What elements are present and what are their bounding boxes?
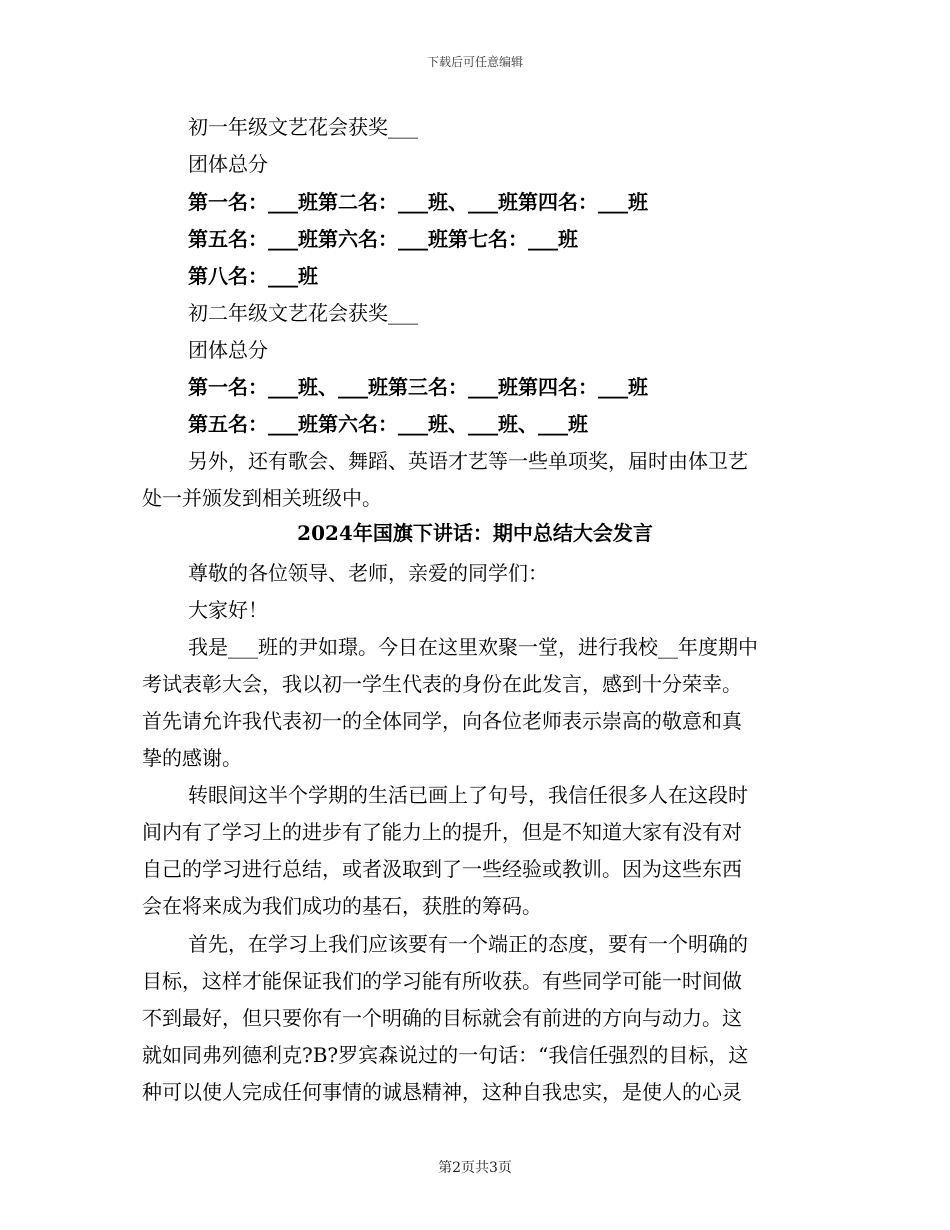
paragraph-line: 自己的学习进行总结，或者汲取到了一些经验或教训。因为这些东西 bbox=[142, 857, 742, 881]
team-total-label: 团体总分 bbox=[188, 152, 268, 176]
speech-title: 2024年国旗下讲话：期中总结大会发言 bbox=[297, 521, 653, 545]
page-number: 第2页共3页 bbox=[438, 1160, 512, 1176]
paragraph-line: 首先，在学习上我们应该要有一个端正的态度，要有一个明确的 bbox=[188, 932, 748, 956]
greeting: 大家好！ bbox=[188, 598, 268, 622]
paragraph-line: 目标，这样才能保证我们的学习能有所收获。有些同学可能一时间做 bbox=[142, 969, 742, 993]
paragraph-line: 处一并颁发到相关班级中。 bbox=[142, 486, 382, 510]
team-total-label: 团体总分 bbox=[188, 338, 268, 362]
paragraph-line: 不到最好，但只要你有一个明确的目标就会有前进的方向与动力。这 bbox=[142, 1006, 742, 1030]
grade1-ranking-line-2: 第五名：___班第六名：___班第七名：___班 bbox=[188, 227, 578, 251]
grade2-ranking-line-1: 第一名：___班、___班第三名：___班第四名：___班 bbox=[188, 375, 648, 399]
paragraph-line: 种可以使人完成任何事情的诚恳精神，这种自我忠实，是使人的心灵 bbox=[142, 1080, 742, 1104]
paragraph-line: 挚的感谢。 bbox=[142, 746, 242, 770]
award-heading-grade1: 初一年级文艺花会获奖___ bbox=[188, 115, 418, 139]
paragraph-line: 考试表彰大会，我以初一学生代表的身份在此发言，感到十分荣幸。 bbox=[142, 672, 742, 696]
grade1-ranking-line-3: 第八名：___班 bbox=[188, 264, 318, 288]
paragraph-line: 首先请允许我代表初一的全体同学，向各位老师表示崇高的敬意和真 bbox=[142, 709, 742, 733]
paragraph-line: 就如同弗列德利克?B?罗宾森说过的一句话：“我信任强烈的目标，这 bbox=[142, 1043, 749, 1067]
paragraph-line: 间内有了学习上的进步有了能力上的提升，但是不知道大家有没有对 bbox=[142, 820, 742, 844]
page-header: 下载后可任意编辑 bbox=[426, 55, 523, 69]
award-heading-grade2: 初二年级文艺花会获奖___ bbox=[188, 301, 418, 325]
grade1-ranking-line-1: 第一名：___班第二名：___班、___班第四名：___班 bbox=[188, 190, 648, 214]
paragraph-line: 另外，还有歌会、舞蹈、英语才艺等一些单项奖，届时由体卫艺 bbox=[188, 449, 748, 473]
salutation: 尊敬的各位领导、老师，亲爱的同学们： bbox=[188, 561, 548, 585]
paragraph-line: 转眼间这半个学期的生活已画上了句号，我信任很多人在这段时 bbox=[188, 783, 748, 807]
paragraph-line: 会在将来成为我们成功的基石，获胜的筹码。 bbox=[142, 894, 542, 918]
paragraph-line: 我是___班的尹如璟。今日在这里欢聚一堂，进行我校__年度期中 bbox=[188, 635, 758, 659]
grade2-ranking-line-2: 第五名：___班第六名：___班、___班、___班 bbox=[188, 412, 588, 436]
